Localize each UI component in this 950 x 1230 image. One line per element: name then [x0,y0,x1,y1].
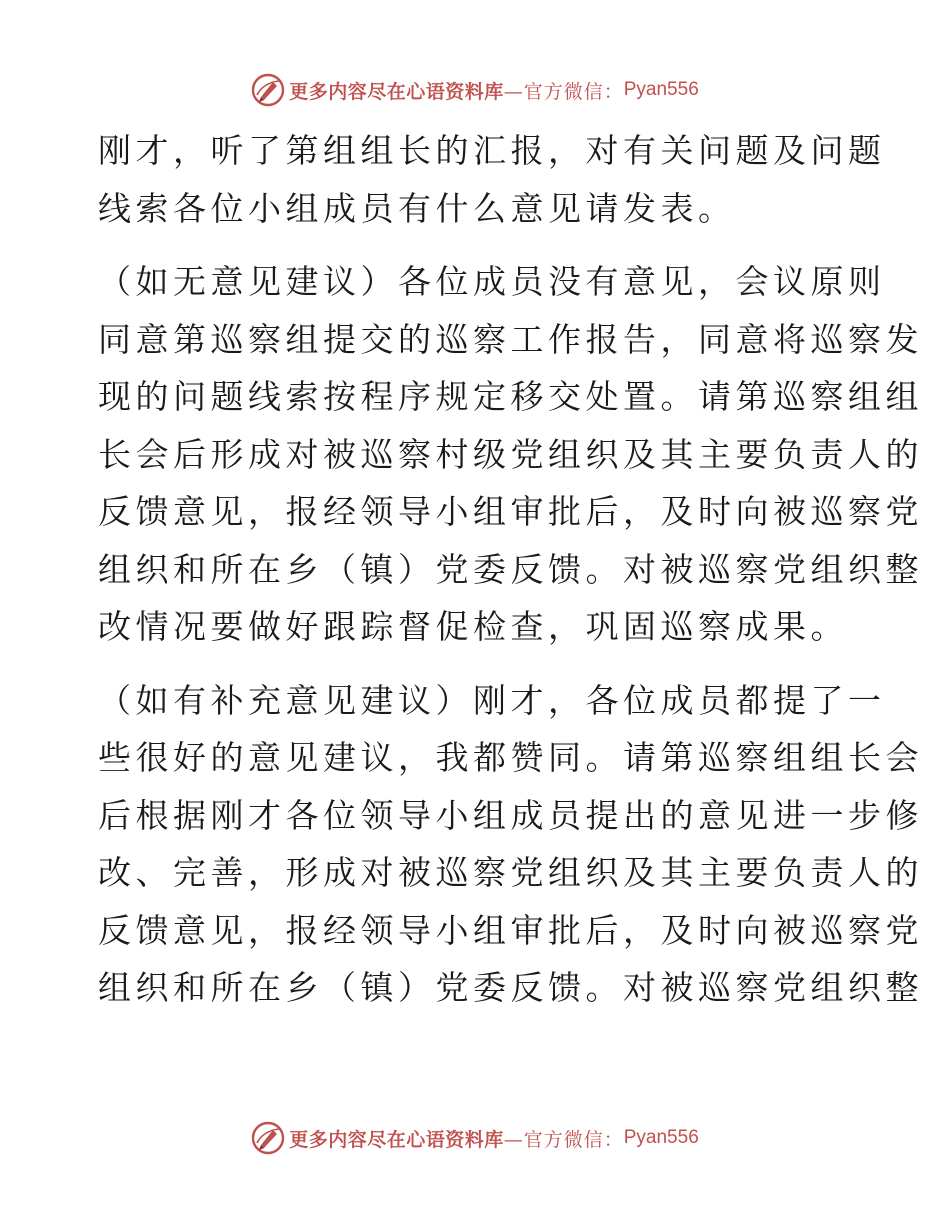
text-line: 反馈意见，报经领导小组审批后，及时向被巡察党 [98,910,923,950]
text-line: （如无意见建议）各位成员没有意见，会议原则 [98,262,886,301]
pen-logo-icon [251,1121,285,1155]
text-line: 反馈意见，报经领导小组审批后，及时向被巡察党 [98,492,923,531]
banner-separator-text: —官方微信： [503,80,624,103]
text-line: 同意第巡察组提交的巡察工作报告，同意将巡察发 [98,319,923,359]
text-line: 改情况要做好跟踪督促检查，巩固巡察成果。 [98,607,848,646]
paragraph-2 [98,253,923,656]
text-line: 线索各位小组成员有什么意见请发表。 [98,188,736,228]
paragraph-1 [98,122,886,237]
banner-main-text: 更多内容尽在心语资料库 [289,1128,504,1151]
text-line: 些很好的意见建议，我都赞同。请第巡察组组长会 [98,738,923,777]
banner-main-text: 更多内容尽在心语资料库 [289,80,504,103]
paragraph-3 [98,672,923,1017]
text-line: 后根据刚才各位领导小组成员提出的意见进一步修 [98,795,923,835]
document-body [98,122,923,1017]
text-line: （如有补充意见建议）刚才，各位成员都提了一 [98,680,886,720]
text-line: 长会后形成对被巡察村级党组织及其主要负责人的 [98,434,923,474]
text-line: 组织和所在乡（镇）党委反馈。对被巡察党组织整 [98,549,923,589]
text-line: 现的问题线索按程序规定移交处置。请第巡察组组 [98,377,923,416]
text-line: 改、完善，形成对被巡察党组织及其主要负责人的 [98,853,923,892]
pen-logo-icon [251,73,285,107]
text-line: 刚才，听了第组组长的汇报，对有关问题及问题 [98,131,886,170]
banner-wechat-handle: Pyan556 [623,1127,699,1148]
text-line: 组织和所在乡（镇）党委反馈。对被巡察党组织整 [98,968,923,1007]
footer-banner [0,1118,950,1158]
banner-separator-text: —官方微信： [503,1128,624,1151]
banner-wechat-handle: Pyan556 [623,79,699,100]
header-banner [0,70,950,110]
